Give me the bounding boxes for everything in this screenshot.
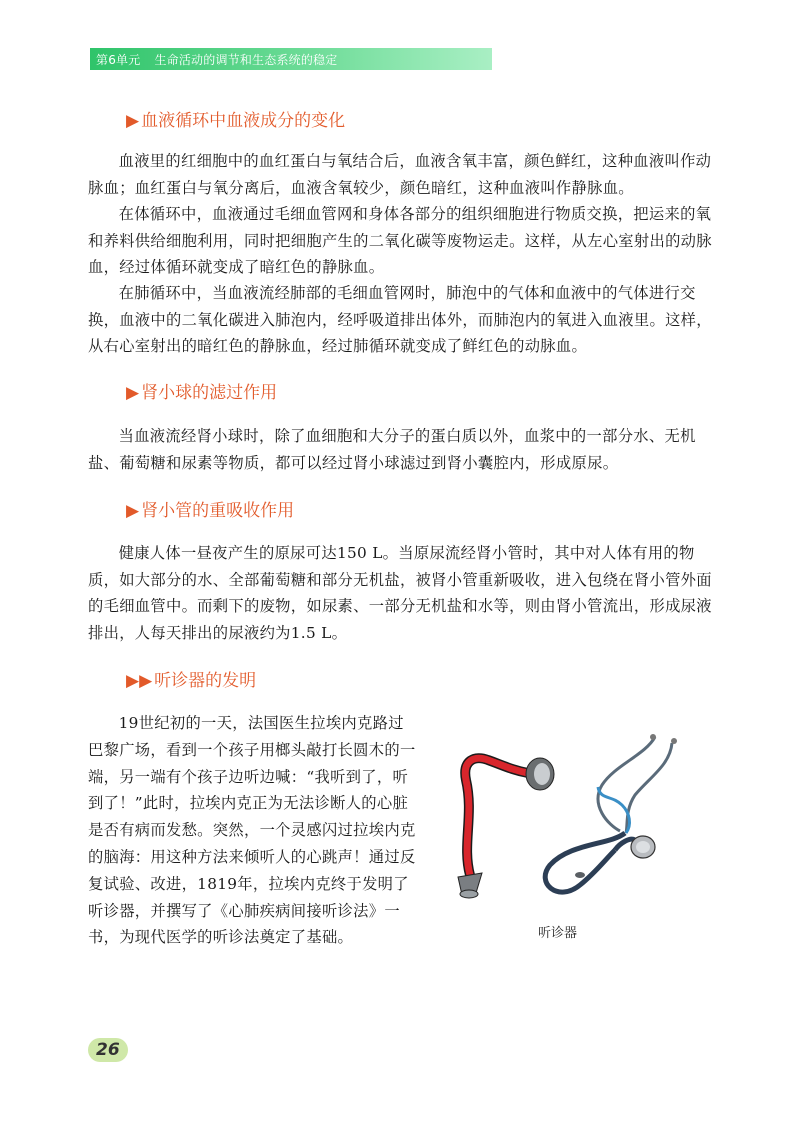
unit-title: 生命活动的调节和生态系统的稳定 — [154, 53, 338, 67]
section-heading-blood-composition: ▶ 血液循环中血液成分的变化 — [126, 111, 346, 131]
paragraph: 在体循环中，血液通过毛细血管网和身体各部分的组织细胞进行物质交换，把运来的氧和养料供给细胞利用，同时把细胞产生的二氧化碳等废物运走。这样，从左心室射出的动脉血，经过体循环就变成了暗红色的静脉血。 — [88, 205, 712, 276]
page-number: 26 — [96, 1040, 120, 1060]
chapter-header — [96, 51, 337, 68]
section-heading-tubule: ▶ 肾小管的重吸收作用 — [126, 501, 295, 521]
stethoscope-figure — [440, 725, 700, 915]
paragraph: 19世纪初的一天，法国医生拉埃内克路过巴黎广场，看到一个孩子用榔头敲打长圆木的一端，另一端有个孩子边听边喊：“我听到了，听到了！”此时，拉埃内克正为无法诊断人的心脏是否有病而发愁。突然，一个灵感闪过拉埃内克的脑海：用这种方法来倾听人的心跳声！通过反复试验、改进，1819年，拉埃内克终于发明了听诊器，并撰写了《心肺疾病间接听诊法》一书，为现代医学的听诊法奠定了基础。 — [88, 714, 416, 947]
figure-caption: 听诊器 — [538, 926, 578, 941]
section-heading-stethoscope: ▶▶ 听诊器的发明 — [126, 671, 257, 691]
stethoscope-illustration — [440, 725, 700, 915]
section-heading-glomerulus: ▶ 肾小球的滤过作用 — [126, 383, 278, 403]
double-triangle-marker-icon: ▶▶ — [126, 671, 153, 691]
paragraph: 血液里的红细胞中的血红蛋白与氧结合后，血液含氧丰富，颜色鲜红，这种血液叫作动脉血；血红蛋白与氧分离后，血液含氧较少，颜色暗红，这种血液叫作静脉血。 — [88, 152, 712, 197]
modern-stethoscope-icon — [545, 734, 677, 892]
paragraph: 在肺循环中，当血液流经肺部的毛细血管网时，肺泡中的气体和血液中的气体进行交换，血液中的二氧化碳进入肺泡内，经呼吸道排出体外，而肺泡内的氧进入血液里。这样，从右心室射出的暗红色的静脉血，经过肺循环就变成了鲜红色的动脉血。 — [88, 284, 712, 355]
paragraph: 健康人体一昼夜产生的原尿可达150 L。当原尿流经肾小管时，其中对人体有用的物质，如大部分的水、全部葡萄糖和部分无机盐，被肾小管重新吸收，进入包绕在肾小管外面的毛细血管中。而剩下的废物，如尿素、一部分无机盐和水等，则由肾小管流出，形成尿液排出，人每天排出的尿液约为1.5 L。 — [88, 544, 712, 642]
early-stethoscope-icon — [458, 758, 554, 898]
triangle-marker-icon: ▶ — [126, 501, 140, 521]
unit-label: 第6单元 — [96, 53, 141, 67]
triangle-marker-icon: ▶ — [126, 111, 140, 131]
triangle-marker-icon: ▶ — [126, 383, 140, 403]
paragraph: 当血液流经肾小球时，除了血细胞和大分子的蛋白质以外，血浆中的一部分水、无机盐、葡萄糖和尿素等物质，都可以经过肾小球滤过到肾小囊腔内，形成原尿。 — [88, 427, 696, 472]
